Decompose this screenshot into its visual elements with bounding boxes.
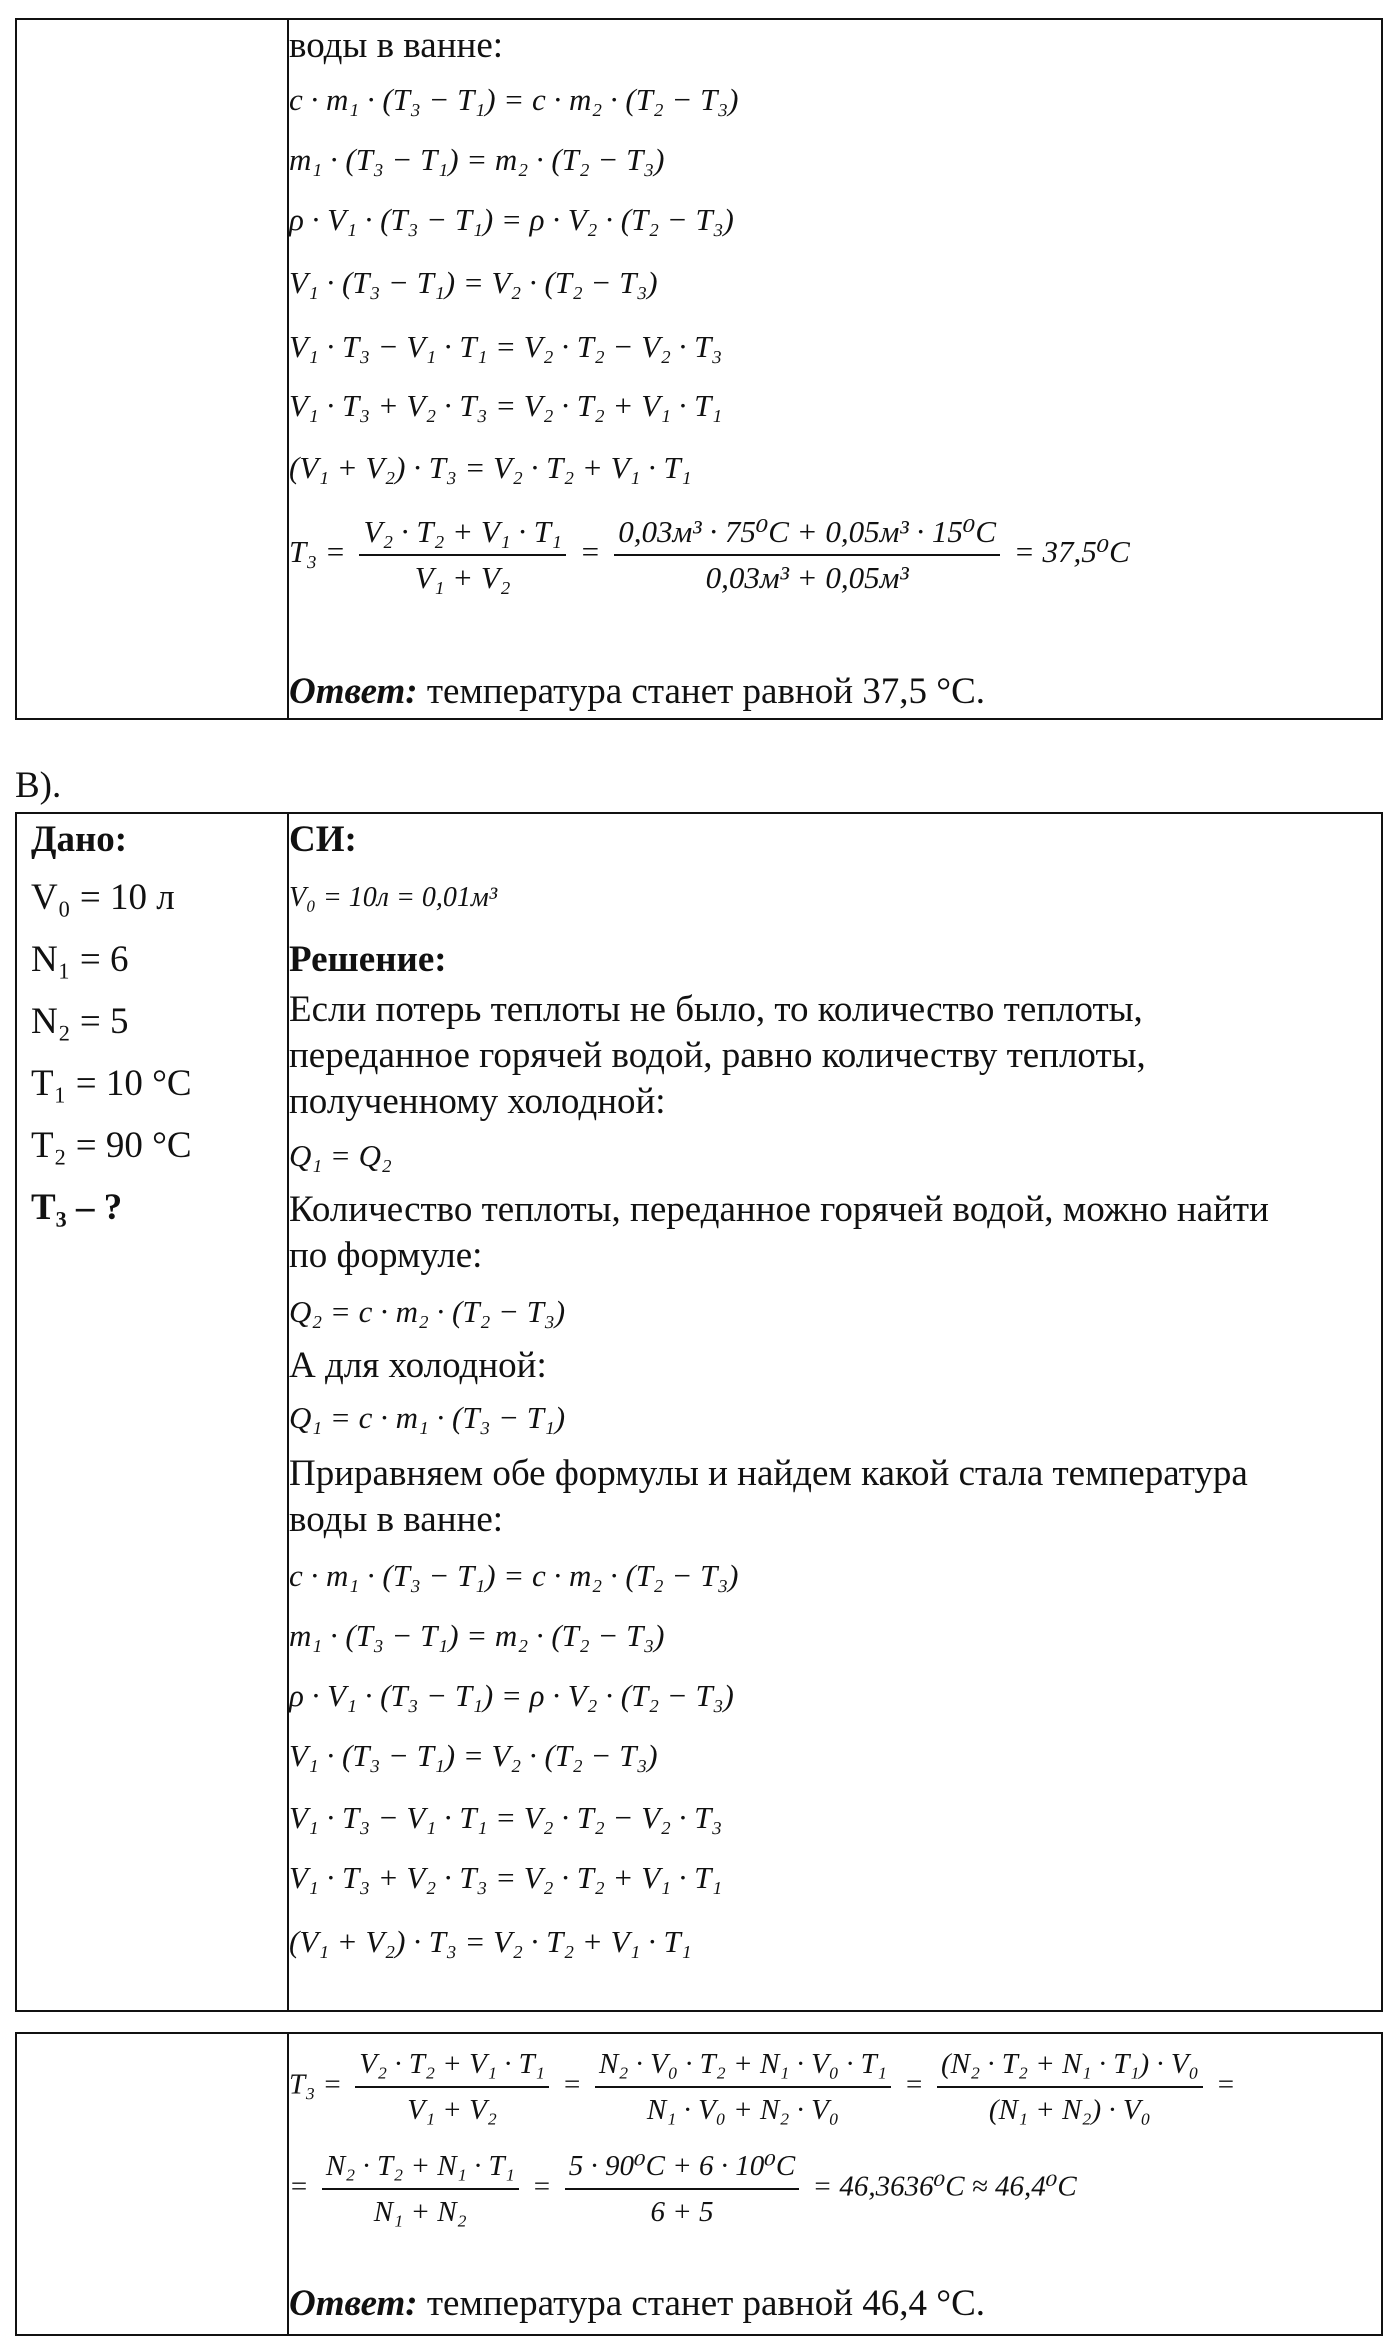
- given-title: Дано:: [31, 819, 128, 860]
- final-formula-row2: = $\frac{\text{N₂ · T₂ + N₁ · T₁}}{\text{N₁ + N₂}}$ = $\frac{\text{5 · 90⁰C + 6 · 10⁰C}}{6 + 5}$ = 46,3636⁰C ≈ 46,4⁰C: [289, 2146, 1077, 2232]
- equation-line: Q₂ = c · m₂ · (T₂ − T₃): [289, 1294, 566, 1329]
- fraction: $\frac{\text{N₂ · T₂ + N₁ · T₁}}{\text{N₁ + N₂}}$: [322, 2146, 519, 2232]
- text-line: Если потерь теплоты не было, то количество теплоты,: [289, 989, 1143, 1030]
- given-item: N₂ = 5: [31, 1001, 129, 1042]
- given-unknown: T₃ – ?: [31, 1187, 123, 1228]
- answer-line: [289, 2284, 985, 2324]
- given-column-empty: [17, 20, 289, 718]
- solution-column: [289, 20, 1381, 718]
- si-title: СИ:: [289, 819, 357, 860]
- given-item: T₂ = 90 °C: [31, 1125, 192, 1166]
- given-item: N₁ = 6: [31, 939, 129, 980]
- equation-line: m₁ · (T₃ − T₁) = m₂ · (T₂ − T₃): [289, 1618, 665, 1653]
- problem-table: [15, 812, 1383, 2012]
- text-line: Количество теплоты, переданное горячей водой, можно найти: [289, 1189, 1269, 1230]
- section-label: В).: [15, 765, 62, 806]
- fraction: $\frac{\text{V₂ · T₂ + V₁ · T₁}}{\text{V₁ + V₂}}$: [359, 512, 565, 598]
- equation-line: (V₁ + V₂) · T₃ = V₂ · T₂ + V₁ · T₁: [289, 1924, 692, 1959]
- fraction: $\frac{\text{0,03м³ · 75⁰C + 0,05м³ · 15⁰C}}{\text{0,03м³ + 0,05м³}}$: [614, 512, 1000, 598]
- text-line: переданное горячей водой, равно количеству теплоты,: [289, 1035, 1146, 1076]
- final-formula: T₃ = $\frac{\text{V₂ · T₂ + V₁ · T₁}}{\text{V₁ + V₂}}$ = $\frac{\text{0,03м³ · 75⁰C + 0,05м³ · 15⁰C}}{\text{0,03м³ + 0,05м³}}$ = 37,5⁰C: [289, 512, 1130, 598]
- answer-line: [289, 672, 985, 712]
- equation-line: V₁ · T₃ + V₂ · T₃ = V₂ · T₂ + V₁ · T₁: [289, 388, 723, 423]
- given-column: [17, 814, 289, 2010]
- given-item: V₀ = 10 л: [31, 877, 175, 918]
- solution-table-final: [15, 2032, 1383, 2336]
- answer-text: температура станет равной 37,5 °C.: [417, 671, 986, 712]
- equation-line: V₁ · T₃ − V₁ · T₁ = V₂ · T₂ − V₂ · T₃: [289, 1800, 723, 1835]
- solution-table-continued: [15, 18, 1383, 720]
- text-line: воды в ванне:: [289, 1499, 504, 1540]
- fraction: $\frac{\text{(N₂ · T₂ + N₁ · T₁) · V₀}}{\text{(N₁ + N₂) · V₀}}$: [937, 2044, 1203, 2130]
- equation-line: c · m₁ · (T₃ − T₁) = c · m₂ · (T₂ − T₃): [289, 82, 739, 117]
- text-line: Приравняем обе формулы и найдем какой стала температура: [289, 1453, 1248, 1494]
- given-column-empty: [17, 2034, 289, 2334]
- equation-line: V₁ · T₃ − V₁ · T₁ = V₂ · T₂ − V₂ · T₃: [289, 329, 723, 364]
- equation-line: (V₁ + V₂) · T₃ = V₂ · T₂ + V₁ · T₁: [289, 450, 692, 485]
- text-line: полученному холодной:: [289, 1081, 666, 1122]
- given-item: T₁ = 10 °C: [31, 1063, 192, 1104]
- equation-line: c · m₁ · (T₃ − T₁) = c · m₂ · (T₂ − T₃): [289, 1558, 739, 1593]
- final-formula-row1: T₃ = $\frac{\text{V₂ · T₂ + V₁ · T₁}}{\text{V₁ + V₂}}$ = $\frac{\text{N₂ · V₀ · T₂ + N₁ · V₀ · T₁}}{\text{N₁ · V₀ + N₂ · V₀}}$ = $\frac{\text{(N₂ · T₂ + N₁ · T₁) · V₀}}{\text{(N₁ + N₂) · V₀}}$ =: [289, 2044, 1236, 2130]
- equation-line: Q₁ = Q₂: [289, 1138, 392, 1173]
- fraction: $\frac{\text{V₂ · T₂ + V₁ · T₁}}{\text{V₁ + V₂}}$: [355, 2044, 549, 2130]
- solution-column: [289, 2034, 1381, 2334]
- equation-line: V₁ · (T₃ − T₁) = V₂ · (T₂ − T₃): [289, 265, 658, 300]
- equation-line: Q₁ = c · m₁ · (T₃ − T₁): [289, 1400, 566, 1435]
- answer-text: температура станет равной 46,4 °C.: [417, 2283, 986, 2324]
- equation-line: ρ · V₁ · (T₃ − T₁) = ρ · V₂ · (T₂ − T₃): [289, 1678, 734, 1713]
- fraction: $\frac{\text{5 · 90⁰C + 6 · 10⁰C}}{6 + 5}$: [565, 2146, 800, 2232]
- answer-label: Ответ:: [289, 2283, 418, 2324]
- answer-label: Ответ:: [289, 671, 418, 712]
- text-line: по формуле:: [289, 1235, 483, 1276]
- text-line: А для холодной:: [289, 1345, 547, 1386]
- fraction: $\frac{\text{N₂ · V₀ · T₂ + N₁ · V₀ · T₁}}{\text{N₁ · V₀ + N₂ · V₀}}$: [595, 2044, 891, 2130]
- solution-column: [289, 814, 1381, 2010]
- equation-line: m₁ · (T₃ − T₁) = m₂ · (T₂ − T₃): [289, 142, 665, 177]
- si-value: V₀ = 10л = 0,01м³: [289, 882, 498, 913]
- equation-line: ρ · V₁ · (T₃ − T₁) = ρ · V₂ · (T₂ − T₃): [289, 202, 734, 237]
- solution-title: Решение:: [289, 939, 447, 980]
- text-line: воды в ванне:: [289, 25, 504, 66]
- equation-line: V₁ · T₃ + V₂ · T₃ = V₂ · T₂ + V₁ · T₁: [289, 1860, 723, 1895]
- equation-line: V₁ · (T₃ − T₁) = V₂ · (T₂ − T₃): [289, 1738, 658, 1773]
